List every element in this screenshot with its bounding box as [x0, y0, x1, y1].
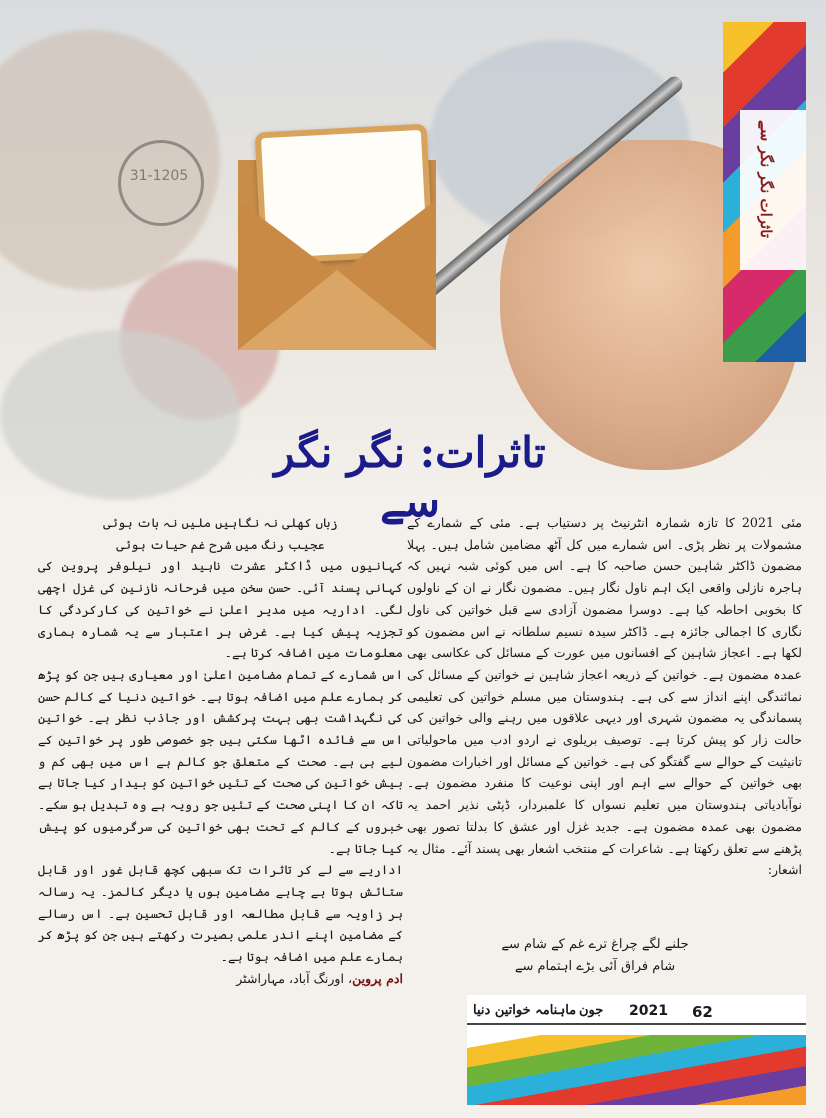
- issue-year: 2021: [629, 1003, 668, 1019]
- page-title: تاثرات: نگر نگر سے: [274, 428, 546, 526]
- issue-month: جون: [579, 1003, 604, 1018]
- signature-place: ، اورنگ آباد، مہاراشٹر: [236, 970, 353, 986]
- postmark-text: 31-1205: [129, 168, 189, 184]
- verse-line: جلنے لگے چراغ ترے غم کے شام سے: [501, 937, 689, 952]
- article-paragraph: کہانیوں میں ڈاکٹر عشرت ناہید اور نیلوفر پروین کی کہانی پسند آئی۔ حسن سخن میں فرحانہ نازنین کی غزل اچھی لگی۔ اداریہ میں مدیر اعلیٰ نے خواتین کی کارکردگی کا تجزیہ پیش کیا ہے۔ غرض ہر اعتبار سے یہ شمارہ ہماری معلومات میں اضافہ کرتا ہے۔: [38, 558, 403, 661]
- verse-line: شام فراق آئی بڑے اہتمام سے: [514, 959, 676, 974]
- envelope-flap: [238, 270, 436, 350]
- article-paragraph: اداریے سے لے کر تاثرات تک سبھی کچھ قابل غور اور قابل ستائش ہوتا ہے چاہے مضامین ہوں یا دیگر کالمز۔ یہ رسالہ ہر زاویہ سے قابل مطالعہ اور قابل تحسین ہے۔ اس رسالے کے مضامین اپنے اندر علمی بصیرت رکھتے ہیں جن کو پڑھ کر ہمارے علم میں اضافہ ہوتا ہے۔: [38, 862, 403, 965]
- page-number: 62: [692, 1003, 713, 1021]
- article-paragraph: مئی 2021 کا تازہ شمارہ انٹرنیٹ پر دستیاب ہے۔ مئی کے شمارے کے مشمولات پر نظر پڑی۔ اس شمارے میں کل آٹھ مضامین شامل ہیں۔ پہلا مضمون ڈاکٹر شاہین حسن صاحبہ کا ہے۔ اس میں کوئی شبہ نہیں کہ ہاجرہ نازلی واقعی ایک اہم ناول نگار ہیں۔ مضمون نگار نے ان کے ناولوں کا بخوبی احاطہ کیا ہے۔ دوسرا مضمون آزادی سے قبل خواتین کی ناول نگاری کا اجمالی جائزہ ہے۔ ڈاکٹر سیدہ نسیم سلطانہ نے اس مضمون کو لکھا ہے۔ اعجاز شاہین کے افسانوں میں عورت کے مسائل کی عکاسی بھی عمدہ مضمون ہے۔ خواتین کے ذریعہ اعجاز شاہین نے خواتین کے مسائل کی نمائندگی اپنے انداز سے کی ہے۔ ہندوستان میں مسلم خواتین کی تعلیمی پسماندگی یہ مضمون شہری اور دیہی علاقوں میں رہنے والی خواتین کی حالت زار کو پیش کرتا ہے۔ توصیف بریلوی نے اردو ادب میں ماحولیاتی تانیثیت کے حوالے سے گفتگو کی ہے۔ خواتین کے مسائل اور اخبارات مضمون بھی خواتین کے حوالے سے اہم اور اپنی نوعیت کا منفرد مضمون ہے۔ نوآبادیاتی ہندوستان میں تعلیم نسواں کا علمبردار، ڈپٹی نذیر احمد یہ مضمون بھی عمدہ مضمون ہے۔ جدید غزل اور عشق کا بدلتا تصور بھی پڑھنے سے تعلق رکھتا ہے۔ شاعرات کے منتخب اشعار بھی پسند آئے۔ مثال یہ اشعار:: [407, 515, 803, 878]
- signature: [38, 968, 403, 990]
- signature-name: ادم پروین: [352, 970, 403, 986]
- page-footer: [467, 995, 806, 1105]
- magazine-name: ماہنامہ خواتین دنیا: [473, 1003, 577, 1018]
- article-paragraph: اس شمارے کے تمام مضامین اعلیٰ اور معیاری ہیں جن کو پڑھ کر ہمارے علم میں اضافہ ہوتا ہے۔ خواتین دنیا کے کالم حسن کی نگہداشت بھی بہت پرکشش اور جاذب نظر ہے۔ خواتین اس سے فائدہ اٹھا سکتی ہیں جو خصوصی طور پر خواتین کے لیے ہی ہے۔ صحت کے متعلق جو کالم ہے اس میں بھی کم و بیش خواتین کی صحت کے تئیں خواتین کو بیدار کیا جاتا ہے تاکہ ان کا اپنی صحت کے تئیں جو رویہ ہے وہ تبدیل ہو سکے۔ خبروں کے کالم کے تحت بھی خواتین کی سرگرمیوں کو پیش کیا جاتا ہے۔: [38, 666, 403, 856]
- section-label: تاثرات نگر نگر سے: [757, 120, 775, 238]
- verse-line: عجیب رنگ میں شرح غم حیات ہوئی: [116, 536, 325, 552]
- article-column-right: [407, 512, 802, 881]
- verse-line: زباں کھلی نہ نگاہیں ملیں نہ بات ہوئی: [103, 515, 338, 530]
- verse-right: [420, 934, 770, 978]
- article-column-left: [38, 512, 403, 989]
- footer-decoration: [467, 1035, 806, 1105]
